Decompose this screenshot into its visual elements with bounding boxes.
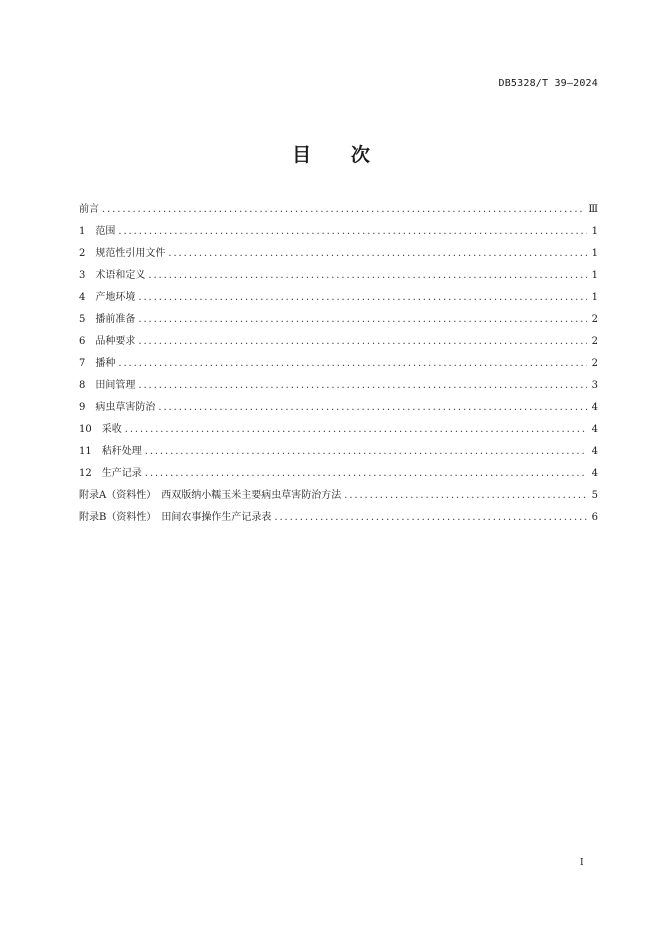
toc-entry-straw-disposal[interactable]: [79, 441, 598, 463]
toc-entry-normative-references[interactable]: [79, 243, 598, 265]
toc-entry-field-management[interactable]: [79, 375, 598, 397]
document-code: DB5328/T 39—2024: [498, 78, 598, 89]
toc-entry-page: 2: [591, 314, 598, 325]
toc-entry-sowing[interactable]: [79, 353, 598, 375]
toc-entry-page: 1: [591, 226, 598, 237]
toc-leader-dots: [102, 199, 585, 221]
toc-entry-label: 6 品种要求: [79, 336, 136, 347]
toc-leader-dots: [138, 309, 587, 331]
toc-entry-pest-control[interactable]: [79, 397, 598, 419]
toc-leader-dots: [145, 441, 587, 463]
toc-entry-production-records[interactable]: [79, 463, 598, 485]
page-number: I: [580, 858, 584, 868]
toc-entry-label: 3 术语和定义: [79, 270, 146, 281]
toc-leader-dots: [158, 397, 587, 419]
toc-leader-dots: [118, 221, 587, 243]
toc-entry-page: 4: [591, 402, 598, 413]
toc-entry-appendix-b[interactable]: [79, 507, 598, 529]
toc-leader-dots: [118, 353, 587, 375]
toc-leader-dots: [145, 463, 587, 485]
toc-entry-label: 2 规范性引用文件: [79, 248, 166, 259]
toc-leader-dots: [274, 507, 587, 529]
toc-entry-page: 4: [591, 468, 598, 479]
toc-leader-dots: [138, 331, 587, 353]
toc-entry-page: 3: [591, 380, 598, 391]
toc-entry-preface[interactable]: [79, 199, 598, 221]
toc-entry-page: 4: [591, 446, 598, 457]
toc-entry-page: 5: [591, 490, 598, 501]
toc-entry-label: 5 播前准备: [79, 314, 136, 325]
toc-entry-page: 6: [591, 512, 598, 523]
toc-entry-harvest[interactable]: [79, 419, 598, 441]
toc-entry-label: 11 秸秆处理: [79, 446, 142, 457]
toc-entry-label: 10 采收: [79, 424, 122, 435]
toc-entry-production-environment[interactable]: [79, 287, 598, 309]
toc-entry-appendix-a[interactable]: [79, 485, 598, 507]
table-of-contents: [79, 199, 598, 529]
toc-leader-dots: [125, 419, 587, 441]
toc-entry-label: 前言: [79, 204, 99, 215]
toc-entry-label: 9 病虫草害防治: [79, 402, 156, 413]
toc-entry-label: 附录A（资料性） 西双版纳小糯玉米主要病虫草害防治方法: [79, 490, 342, 501]
toc-entry-label: 7 播种: [79, 358, 116, 369]
toc-entry-label: 12 生产记录: [79, 468, 142, 479]
toc-entry-terms-definitions[interactable]: [79, 265, 598, 287]
toc-entry-page: 1: [591, 248, 598, 259]
page-title: 目 次: [292, 144, 370, 166]
toc-entry-label: 4 产地环境: [79, 292, 136, 303]
toc-leader-dots: [148, 265, 587, 287]
toc-leader-dots: [344, 485, 587, 507]
toc-leader-dots: [138, 287, 587, 309]
toc-entry-page: 4: [591, 424, 598, 435]
toc-entry-label: 附录B（资料性） 田间农事操作生产记录表: [79, 512, 272, 523]
toc-entry-variety-requirements[interactable]: [79, 331, 598, 353]
toc-entry-page: Ⅲ: [588, 204, 598, 215]
toc-leader-dots: [168, 243, 587, 265]
toc-entry-scope[interactable]: [79, 221, 598, 243]
toc-entry-page: 1: [591, 270, 598, 281]
toc-entry-pre-sowing-preparation[interactable]: [79, 309, 598, 331]
toc-entry-label: 1 范围: [79, 226, 116, 237]
toc-entry-page: 2: [591, 358, 598, 369]
toc-leader-dots: [138, 375, 587, 397]
toc-entry-page: 2: [591, 336, 598, 347]
toc-entry-label: 8 田间管理: [79, 380, 136, 391]
toc-entry-page: 1: [591, 292, 598, 303]
